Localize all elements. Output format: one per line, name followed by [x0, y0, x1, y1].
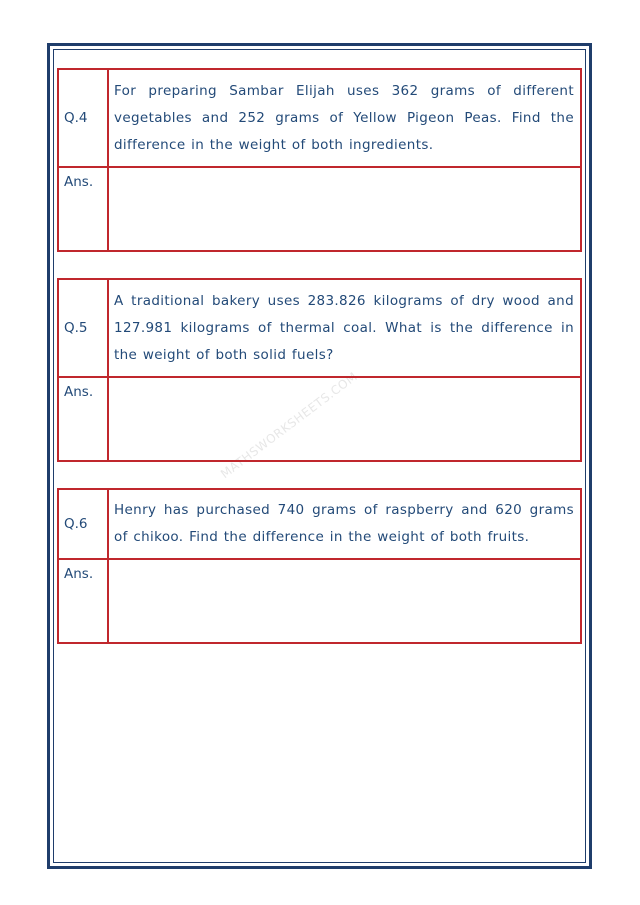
question-number: Q.4: [58, 69, 108, 167]
answer-space[interactable]: [108, 167, 581, 251]
answer-label: Ans.: [58, 559, 108, 643]
question-table-6: [57, 488, 582, 644]
question-row: [58, 279, 581, 377]
question-number: Q.5: [58, 279, 108, 377]
answer-label: Ans.: [58, 377, 108, 461]
question-number: Q.6: [58, 489, 108, 559]
question-row: [58, 69, 581, 167]
question-table-5: [57, 278, 582, 462]
question-text: For preparing Sambar Elijah uses 362 grams of different vegetables and 252 grams of Yellow Pigeon Peas. Find the difference in the weight of both ingredients.: [108, 69, 581, 167]
answer-row: [58, 559, 581, 643]
question-table-4: [57, 68, 582, 252]
answer-label: Ans.: [58, 167, 108, 251]
answer-row: [58, 167, 581, 251]
answer-space[interactable]: [108, 377, 581, 461]
question-text: Henry has purchased 740 grams of raspberry and 620 grams of chikoo. Find the difference in the weight of both fruits.: [108, 489, 581, 559]
answer-space[interactable]: [108, 559, 581, 643]
watermark: MATHSWORKSHEETS.COM: [218, 369, 361, 482]
question-row: [58, 489, 581, 559]
answer-row: [58, 377, 581, 461]
question-text: A traditional bakery uses 283.826 kilograms of dry wood and 127.981 kilograms of thermal coal. What is the difference in the weight of both solid fuels?: [108, 279, 581, 377]
